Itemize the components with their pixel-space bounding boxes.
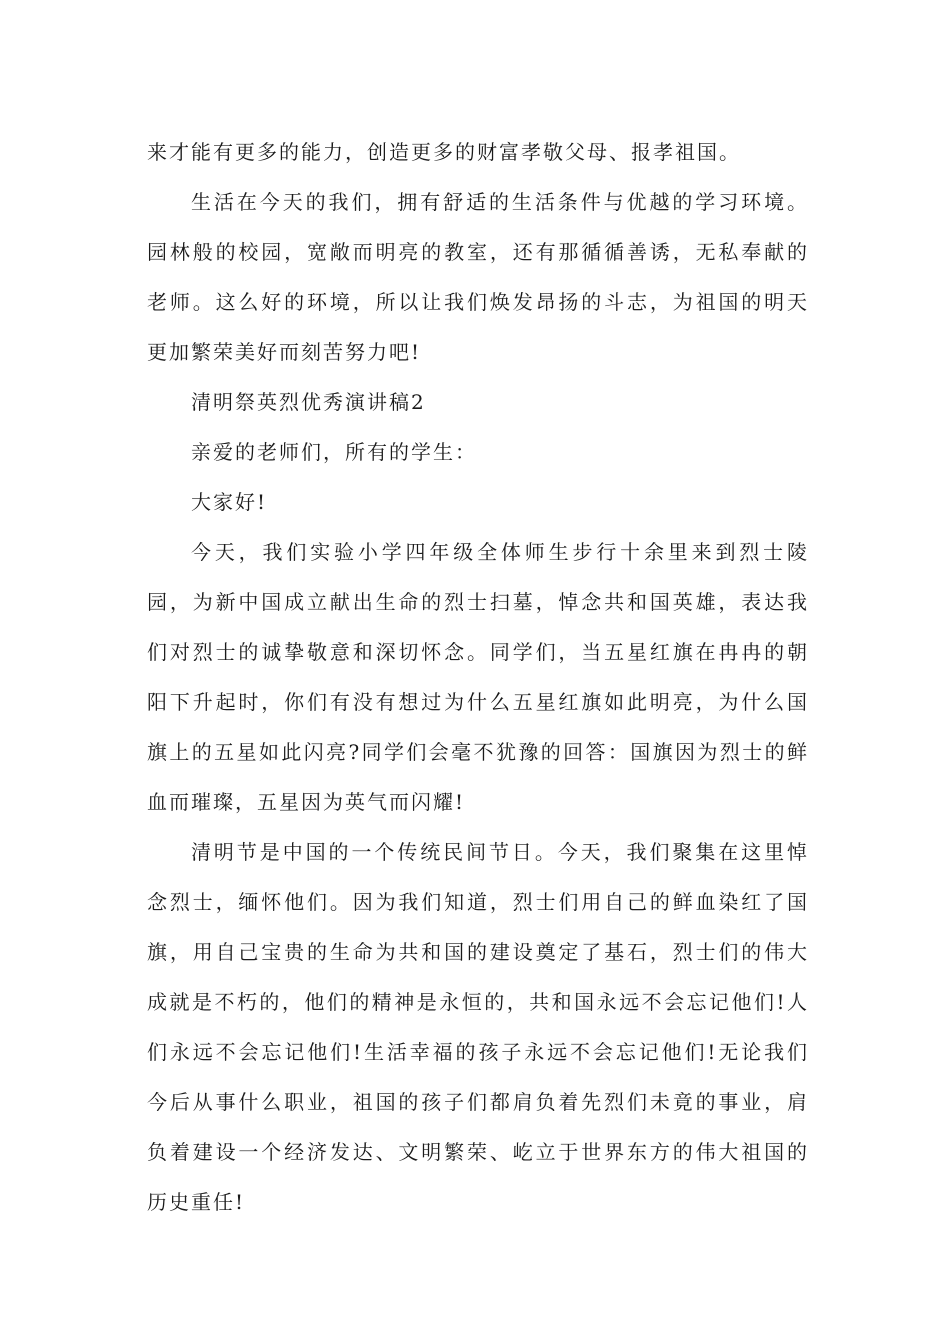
text-line: 阳下升起时，你们有没有想过为什么五星红旗如此明亮，为什么国 bbox=[147, 690, 809, 714]
document-page bbox=[147, 127, 809, 1227]
salutation: 亲爱的老师们，所有的学生： bbox=[191, 440, 477, 464]
section-heading: 清明祭英烈优秀演讲稿2 bbox=[191, 390, 426, 414]
text-line: 老师。这么好的环境，所以让我们焕发昂扬的斗志，为祖国的明天 bbox=[147, 290, 809, 314]
text-line: 园林般的校园，宽敞而明亮的教室，还有那循循善诱，无私奉献的 bbox=[147, 240, 809, 264]
text-line: 们对烈士的诚挚敬意和深切怀念。同学们，当五星红旗在冉冉的朝 bbox=[147, 640, 809, 664]
text-line: 园，为新中国成立献出生命的烈士扫墓，悼念共和国英雄，表达我 bbox=[147, 590, 809, 614]
text-line: 血而璀璨，五星因为英气而闪耀! bbox=[147, 790, 466, 814]
text-line: 念烈士，缅怀他们。因为我们知道，烈士们用自己的鲜血染红了国 bbox=[147, 890, 809, 914]
text-line: 来才能有更多的能力，创造更多的财富孝敬父母、报孝祖国。 bbox=[147, 140, 741, 164]
text-line: 今天，我们实验小学四年级全体师生步行十余里来到烈士陵 bbox=[191, 540, 809, 564]
text-line: 旗上的五星如此闪亮?同学们会毫不犹豫的回答：国旗因为烈士的鲜 bbox=[147, 740, 809, 764]
text-line: 历史重任! bbox=[147, 1190, 246, 1214]
text-line: 负着建设一个经济发达、文明繁荣、屹立于世界东方的伟大祖国的 bbox=[147, 1140, 809, 1164]
text-line: 今后从事什么职业，祖国的孩子们都肩负着先烈们未竟的事业，肩 bbox=[147, 1090, 809, 1114]
text-line: 生活在今天的我们，拥有舒适的生活条件与优越的学习环境。 bbox=[191, 190, 809, 214]
text-line: 清明节是中国的一个传统民间节日。今天，我们聚集在这里悼 bbox=[191, 840, 809, 864]
greeting: 大家好! bbox=[191, 490, 268, 514]
text-line: 们永远不会忘记他们!生活幸福的孩子永远不会忘记他们!无论我们 bbox=[147, 1040, 809, 1064]
text-line: 旗，用自己宝贵的生命为共和国的建设奠定了基石，烈士们的伟大 bbox=[147, 940, 809, 964]
text-line: 更加繁荣美好而刻苦努力吧! bbox=[147, 340, 422, 364]
text-line: 成就是不朽的，他们的精神是永恒的，共和国永远不会忘记他们!人 bbox=[147, 990, 809, 1014]
